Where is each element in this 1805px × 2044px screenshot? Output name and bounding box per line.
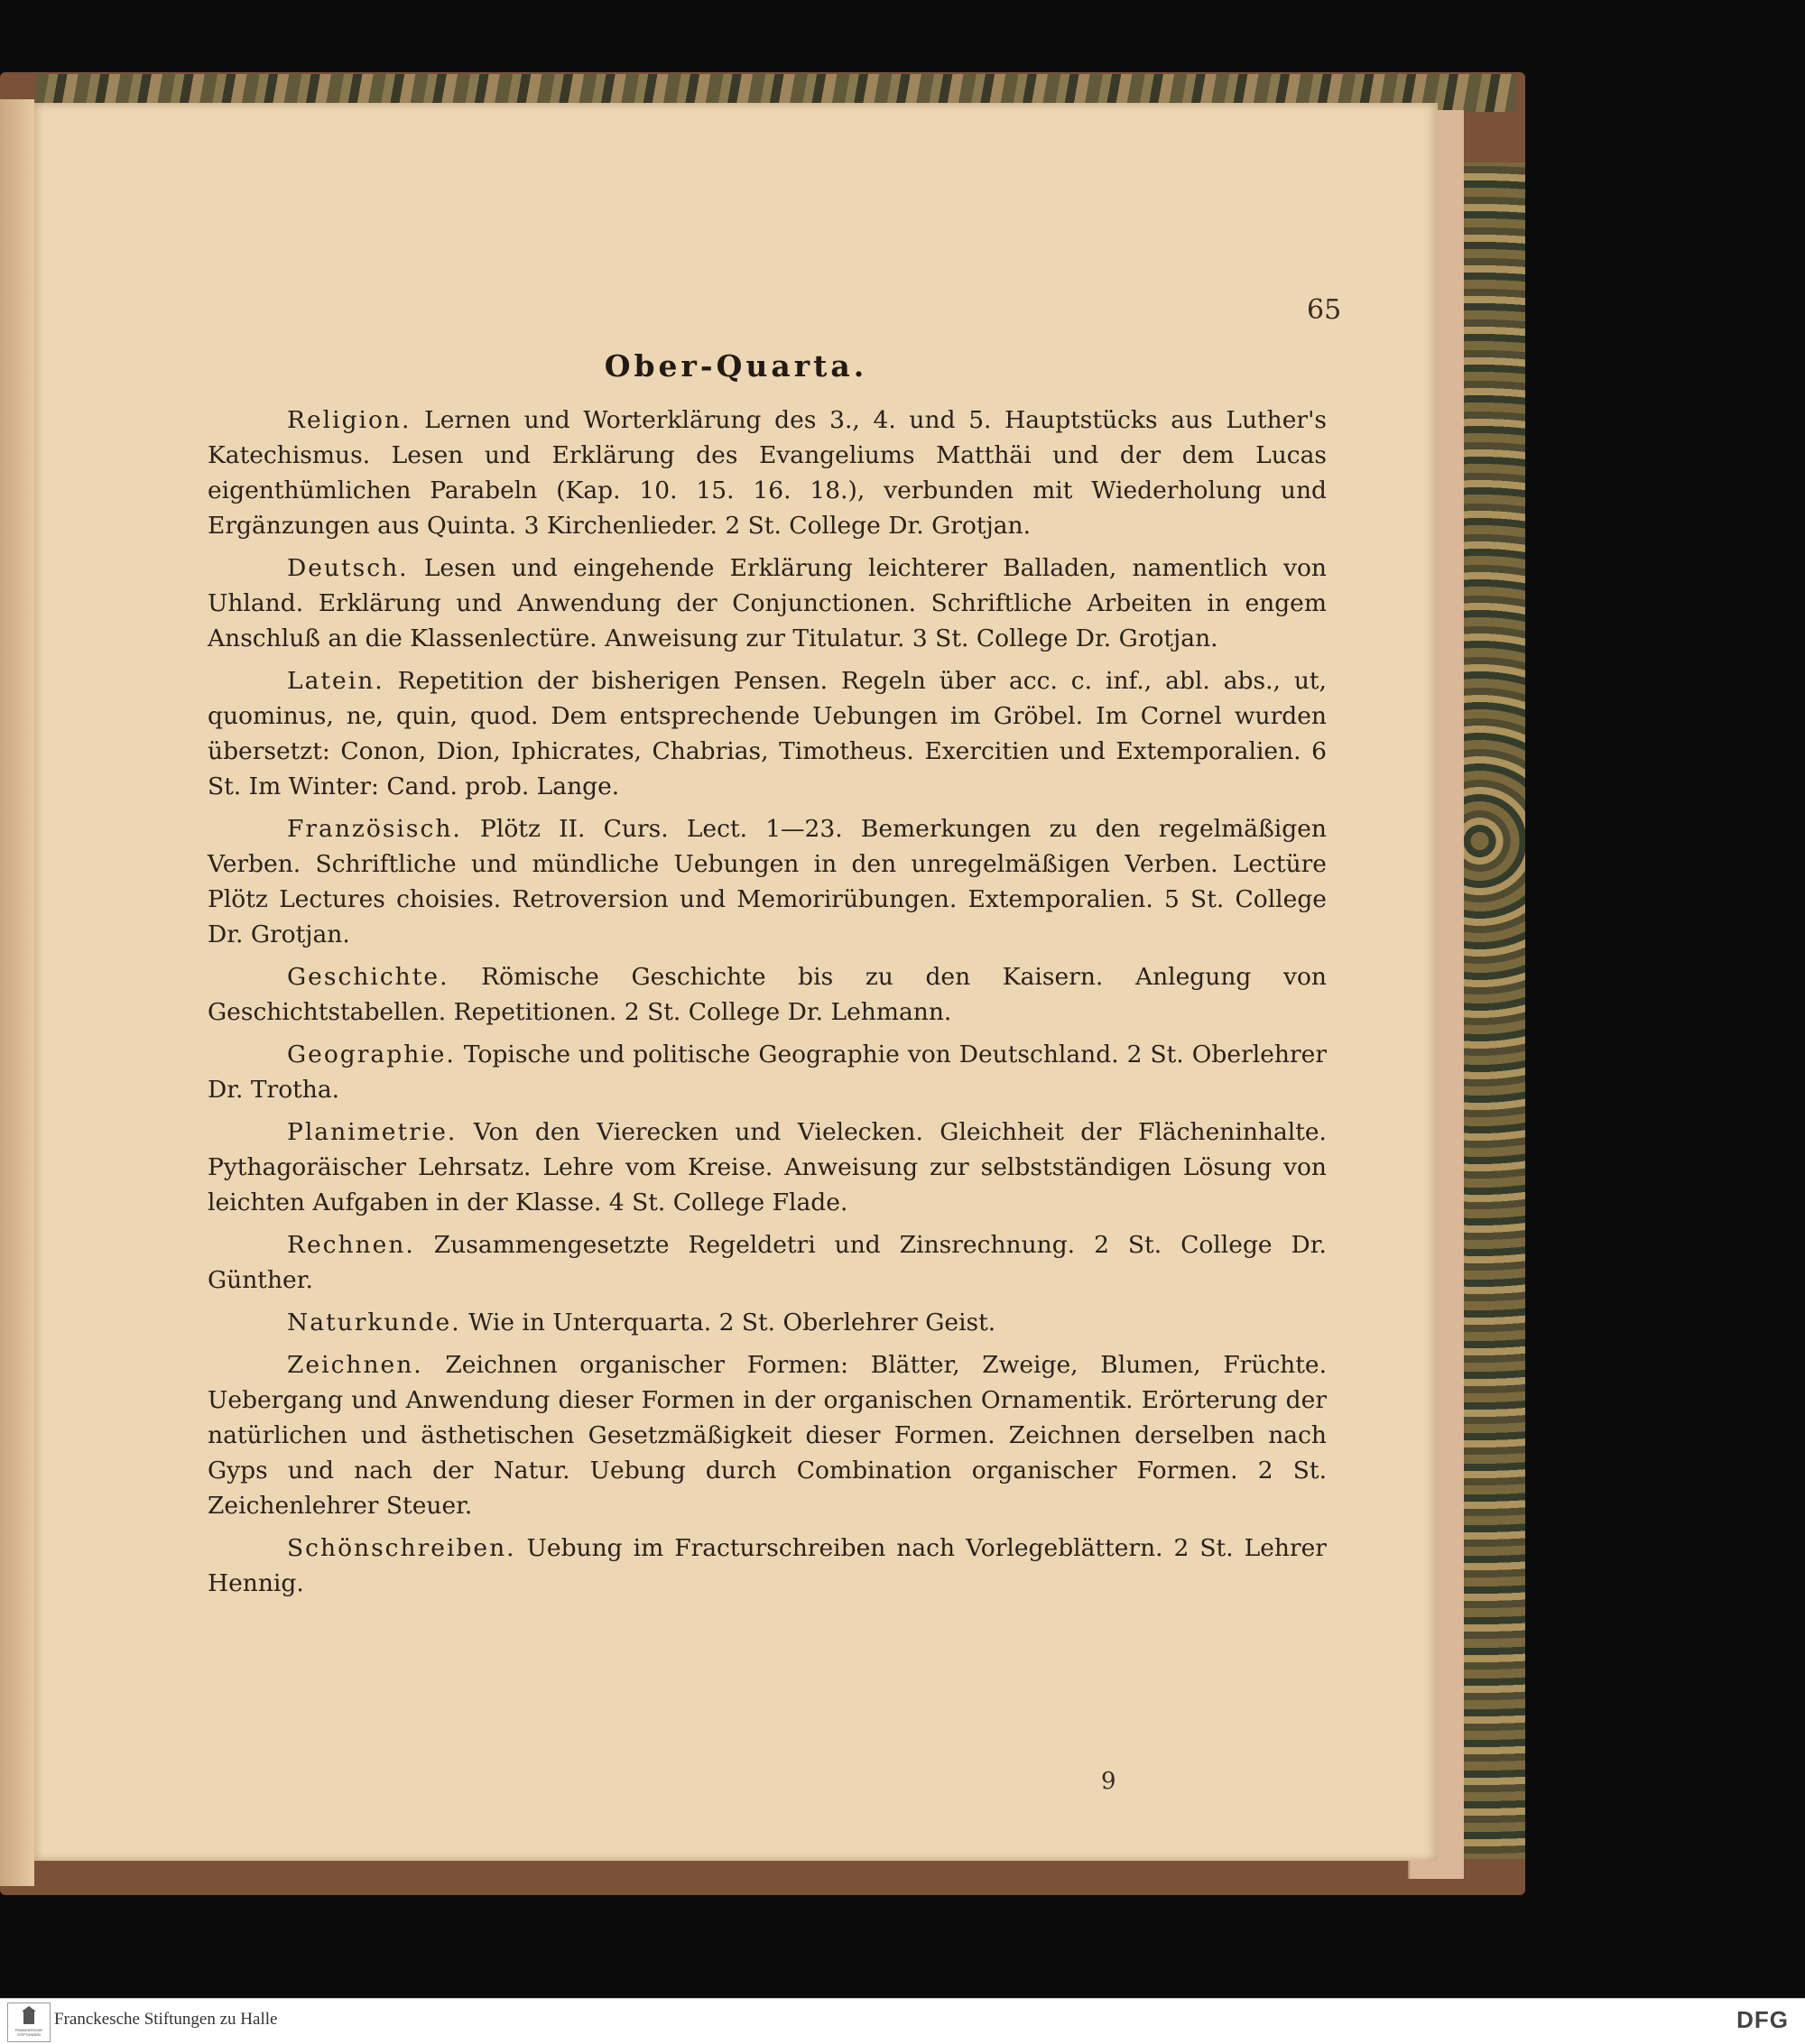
subject-label: Naturkunde. (287, 1309, 461, 1336)
subject-label: Geschichte. (287, 963, 449, 991)
svg-text:STIFTUNGEN: STIFTUNGEN (17, 2032, 41, 2037)
paragraph-zeichnen (208, 1347, 1327, 1523)
paragraph-text: Zeichnen organischer Formen: Blätter, Zweige, Blumen, Früchte. Uebergang und Anwendung dieser Formen in der organischen Ornamentik. Erörterung der natürlichen und ästhetischen Gesetzmäßigkeit dieser Formen. Zeichnen derselben nach Gyps und nach der Natur. Uebung durch Combination organischer Formen. 2 St. Zeichenlehrer Steuer. (208, 1351, 1327, 1520)
paragraph-text: Uebung im Fracturschreiben nach Vorlegeblättern. 2 St. Lehrer Hennig. (208, 1534, 1327, 1597)
signature-mark: 9 (1101, 1768, 1116, 1795)
paragraph-text: Römische Geschichte bis zu den Kaisern. Anlegung von Geschichtstabellen. Repetitionen. 2 St. College Dr. Lehmann. (208, 963, 1327, 1026)
subject-label: Schönschreiben. (287, 1534, 516, 1562)
dfg-logo[interactable]: DFG (1736, 2006, 1789, 2033)
paragraph-rechnen (208, 1227, 1327, 1298)
institution-logo-icon (11, 2006, 47, 2039)
subject-label: Französisch. (287, 815, 462, 843)
subject-label: Planimetrie. (287, 1118, 458, 1146)
paragraph-latein (208, 663, 1327, 804)
paragraph-deutsch (208, 550, 1327, 656)
institution-logo[interactable] (7, 2002, 51, 2042)
page-sheet (34, 103, 1438, 1861)
subject-label: Zeichnen. (287, 1351, 423, 1379)
paragraph-text: Lernen und Worterklärung des 3., 4. und 5. Hauptstücks aus Luther's Katechismus. Lesen und Erklärung des Evangeliums Matthäi und der dem Lucas eigenthümlichen Parabeln (Kap. 10. 15. 16. 18.), verbunden mit Wiederholung und Ergänzungen aus Quinta. 3 Kirchenlieder. 2 St. College Dr. Grotjan. (208, 406, 1327, 540)
left-page-edge (0, 99, 34, 1886)
page-number: 65 (1307, 294, 1342, 326)
paragraph-text: Wie in Unterquarta. 2 St. Oberlehrer Geist. (468, 1309, 996, 1336)
subject-label: Deutsch. (287, 554, 409, 582)
paragraph-text: Repetition der bisherigen Pensen. Regeln über acc. c. inf., abl. abs., ut, quominus, ne, quin, quod. Dem entsprechende Uebungen im Gröbel. Im Cornel wurden übersetzt: Conon, Dion, Iphicrates, Chabrias, Timotheus. Exercitien und Extemporalien. 6 St. Im Winter: Cand. prob. Lange. (208, 667, 1327, 800)
subject-label: Latein. (287, 667, 384, 695)
section-heading: Ober-Quarta. (604, 348, 868, 384)
paragraph-geschichte (208, 959, 1327, 1030)
subject-label: Religion. (287, 406, 412, 434)
paragraph-text: Topische und politische Geographie von Deutschland. 2 St. Oberlehrer Dr. Trotha. (208, 1040, 1327, 1104)
paragraph-religion (208, 402, 1327, 543)
subject-label: Geographie. (287, 1040, 456, 1068)
paragraph-geographie (208, 1037, 1327, 1107)
paragraph-naturkunde (208, 1305, 1327, 1340)
marbled-edge-right (1460, 162, 1525, 1859)
paragraph-franzoesisch (208, 811, 1327, 952)
paragraph-schoenschreiben (208, 1531, 1327, 1601)
paragraph-text: Lesen und eingehende Erklärung leichterer Balladen, namentlich von Uhland. Erklärung und Anwendung der Conjunctionen. Schriftliche Arbeiten in engem Anschluß an die Klassenlectüre. Anweisung zur Titulatur. 3 St. College Dr. Grotjan. (208, 554, 1327, 652)
footer-bar (0, 1998, 1805, 2044)
body-text (208, 402, 1327, 1608)
paragraph-planimetrie (208, 1114, 1327, 1220)
institution-name[interactable]: Franckesche Stiftungen zu Halle (54, 2010, 278, 2029)
paragraph-text: Von den Vierecken und Vielecken. Gleichheit der Flächeninhalte. Pythagoräischer Lehrsatz. Lehre vom Kreise. Anweisung zur selbstständigen Lösung von leichten Aufgaben in der Klasse. 4 St. College Flade. (208, 1118, 1327, 1216)
paragraph-text: Plötz II. Curs. Lect. 1—23. Bemerkungen zu den regelmäßigen Verben. Schriftliche und mündliche Uebungen in den unregelmäßigen Verben. Lectüre Plötz Lectures choisies. Retroversion und Memorirübungen. Extemporalien. 5 St. College Dr. Grotjan. (208, 815, 1327, 948)
paragraph-text: Zusammengesetzte Regeldetri und Zinsrechnung. 2 St. College Dr. Günther. (208, 1231, 1327, 1294)
svg-text:FRANCKESCHE: FRANCKESCHE (14, 2028, 43, 2032)
subject-label: Rechnen. (287, 1231, 415, 1259)
